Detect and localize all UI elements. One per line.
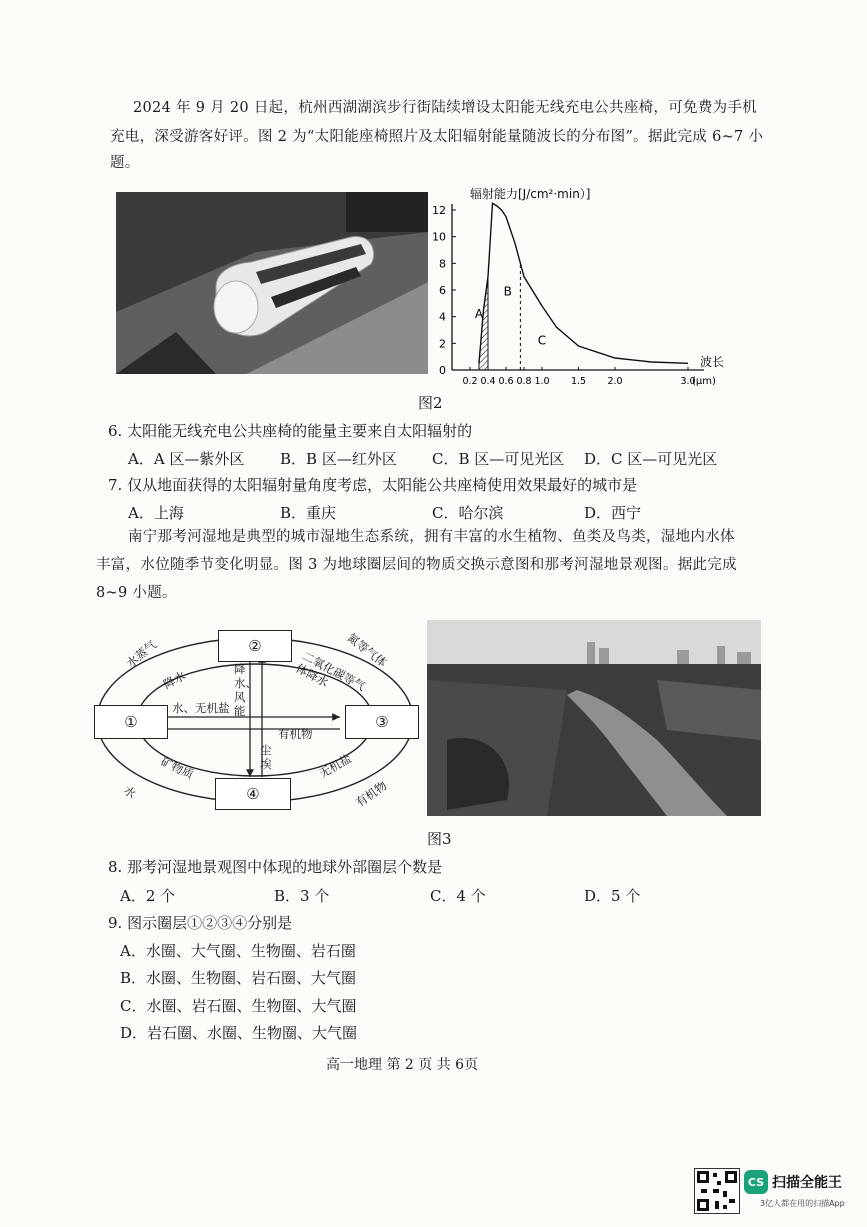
q6-option-d[interactable]: D．C 区—可见光区	[584, 450, 718, 468]
chart-ylabel: 辐射能力[J/cm²·min）]	[470, 187, 591, 201]
x-tick-label: 0.6	[498, 376, 514, 387]
label-water-salt: 水、无机盐	[172, 701, 230, 715]
radiation-curve	[479, 203, 688, 363]
radiation-chart	[430, 186, 730, 398]
intro1-line2: 充电，深受游客好评。图 2 为“太阳能座椅照片及太阳辐射能量随波长的分布图”。据此完成 6~7 小	[110, 129, 764, 145]
x-axis-label: 波长	[700, 355, 725, 369]
intro2-line3: 8~9 小题。	[96, 585, 177, 601]
q8-option-b[interactable]: B．3 个	[274, 887, 330, 905]
q6-stem: 6. 太阳能无线充电公共座椅的能量主要来自太阳辐射的	[108, 422, 473, 440]
page-footer: 高一地理 第 2 页 共 6页	[326, 1057, 479, 1073]
q6-option-c[interactable]: C．B 区—可见光区	[432, 450, 565, 468]
sphere-box-2: ②	[218, 630, 292, 662]
q8-option-a[interactable]: A．2 个	[120, 887, 176, 905]
label-dust: 尘埃	[260, 743, 272, 771]
y-tick-label: 2	[439, 337, 446, 351]
q7-option-c[interactable]: C．哈尔滨	[432, 504, 504, 522]
x-tick-label: 3.0	[680, 376, 696, 387]
x-axis-unit: (μm)	[692, 376, 716, 387]
x-tick-label: 1.5	[570, 376, 587, 387]
q7-option-d[interactable]: D．西宁	[584, 504, 642, 522]
wetland-photo	[427, 620, 761, 816]
q8-stem: 8. 那考河湿地景观图中体现的地球外部圈层个数是	[108, 858, 443, 876]
x-tick-label: 2.0	[607, 376, 623, 387]
intro1-line1: 2024 年 9 月 20 日起，杭州西湖湖滨步行街陆续增设太阳能无线充电公共座椅，可免费为手机	[133, 100, 758, 116]
region-label-b: B	[503, 284, 512, 299]
fig2-caption: 图2	[418, 394, 443, 412]
bench-illustration	[116, 192, 428, 374]
sphere-box-1: ①	[94, 705, 168, 739]
qr-code-icon	[694, 1168, 740, 1214]
label-precip: 降水	[161, 668, 188, 692]
y-tick-label: 12	[432, 204, 446, 217]
sphere-box-3: ③	[345, 705, 419, 739]
chart-marks	[475, 203, 688, 370]
q9-option-d[interactable]: D．岩石圈、水圈、生物圈、大气圈	[120, 1024, 358, 1042]
q9-stem: 9. 图示圈层①②③④分别是	[108, 914, 293, 932]
q9-option-c[interactable]: C．水圈、岩石圈、生物圈、大气圈	[120, 997, 357, 1015]
region-label-c: C	[537, 333, 547, 348]
intro1-line3: 题。	[110, 155, 140, 171]
sphere-box-4: ④	[215, 778, 291, 810]
y-tick-label: 4	[439, 310, 446, 324]
scanner-brand: 扫描全能王	[772, 1175, 842, 1191]
label-co2: 二氧化碳等气体降水	[293, 648, 368, 694]
q7-option-a[interactable]: A．上海	[128, 504, 184, 522]
intro2-line2: 丰富，水位随季节变化明显。图 3 为地球圈层间的物质交换示意图和那考河湿地景观图。据此完成	[96, 557, 737, 573]
scanner-tagline: 3亿人都在用的扫描App	[760, 1199, 845, 1208]
solar-bench-photo	[116, 192, 428, 374]
x-tick-label: 1.0	[534, 376, 550, 387]
scanner-logo-icon: CS	[744, 1170, 768, 1194]
q9-option-b[interactable]: B．水圈、生物圈、岩石圈、大气圈	[120, 969, 357, 987]
q6-option-b[interactable]: B．B 区—红外区	[280, 450, 397, 468]
x-tick-label: 0.2	[462, 376, 478, 387]
label-water-bottom: 水	[121, 782, 139, 802]
label-inorganic-salt: 无机盐	[316, 751, 354, 781]
label-minerals: 矿物质	[158, 754, 196, 782]
label-water-vapor: 水蒸气	[123, 637, 159, 671]
wetland-illustration	[427, 620, 761, 816]
x-tick-label: 0.8	[516, 376, 532, 387]
x-tick-label: 0.4	[480, 376, 496, 387]
label-organic-bottom: 有机物	[353, 778, 390, 810]
q7-stem: 7. 仅从地面获得的太阳辐射量角度考虑，太阳能公共座椅使用效果最好的城市是	[108, 476, 638, 494]
label-organic-mid: 有机物	[278, 727, 313, 741]
label-rain-wind: 降水、风能	[234, 662, 257, 718]
q8-option-d[interactable]: D．5 个	[584, 887, 641, 905]
q9-option-a[interactable]: A．水圈、大气圈、生物圈、岩石圈	[120, 942, 356, 960]
y-tick-label: 10	[432, 230, 446, 244]
y-tick-label: 6	[439, 284, 446, 297]
y-tick-label: 8	[439, 257, 446, 271]
intro2-line1: 南宁那考河湿地是典型的城市湿地生态系统，拥有丰富的水生植物、鱼类及鸟类，湿地内水体	[128, 529, 735, 545]
chart-axes	[452, 204, 724, 387]
q8-option-c[interactable]: C．4 个	[430, 887, 486, 905]
y-tick-label: 0	[439, 364, 446, 377]
label-nitrogen: 氮等气体	[344, 630, 390, 670]
fig3-caption: 图3	[427, 830, 452, 848]
region-label-a: A	[474, 307, 484, 321]
q7-option-b[interactable]: B．重庆	[280, 504, 337, 522]
q6-option-a[interactable]: A．A 区—紫外区	[128, 450, 245, 468]
